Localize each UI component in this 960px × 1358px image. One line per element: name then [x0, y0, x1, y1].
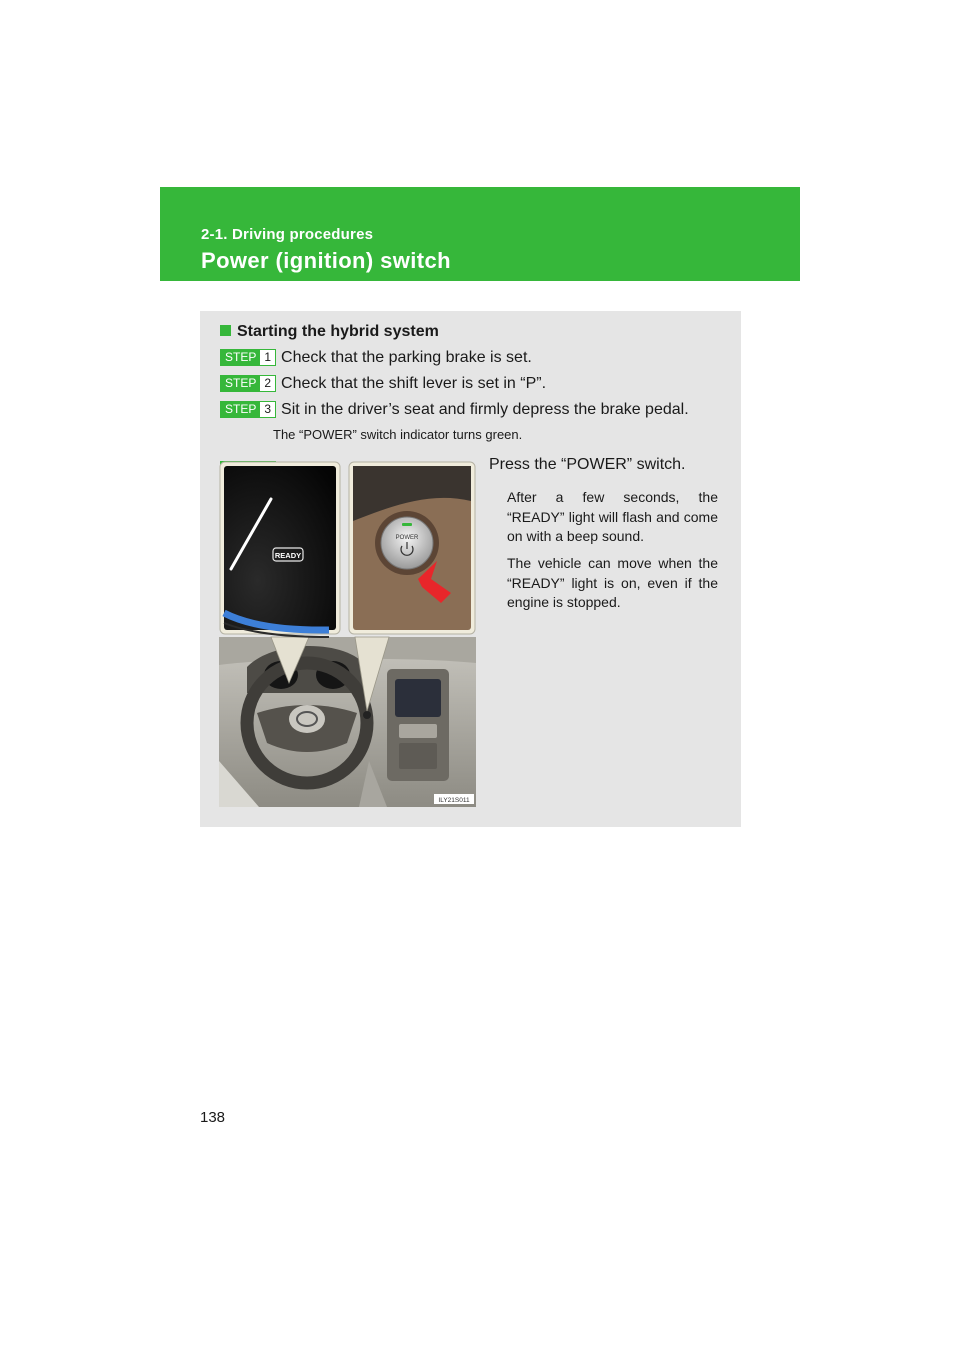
- step-3-note: The “POWER” switch indicator turns green.: [273, 427, 523, 442]
- page-title: Power (ignition) switch: [201, 248, 451, 273]
- section-label: 2-1. Driving procedures: [201, 226, 374, 243]
- figure-code: ILY21S011: [438, 797, 470, 804]
- green-indicator-icon: [402, 523, 412, 526]
- step-badge-word: STEP: [221, 402, 260, 417]
- page-header: [160, 187, 800, 281]
- step-badge-number: 1: [260, 350, 275, 365]
- square-bullet-icon: [220, 325, 231, 336]
- step-badge-number: 2: [260, 376, 275, 391]
- step-text: Check that the parking brake is set.: [281, 349, 532, 366]
- power-button-label: POWER: [395, 535, 419, 541]
- step-text: Check that the shift lever is set in “P”.: [281, 375, 547, 392]
- step-4-note-1: After a few seconds, the “READY” light will flash and come on with a beep sound.: [507, 489, 718, 544]
- ready-indicator-label: READY: [274, 551, 302, 560]
- step-4-text: Press the “POWER” switch.: [489, 456, 686, 473]
- step-badge: [220, 375, 276, 392]
- step-badge: [220, 349, 276, 366]
- subheading: [220, 323, 439, 341]
- step-1: [220, 349, 532, 367]
- step-badge-word: STEP: [221, 376, 260, 391]
- step-text: Sit in the driver’s seat and firmly depress the brake pedal.: [281, 401, 689, 418]
- subheading-text: Starting the hybrid system: [237, 323, 439, 340]
- dashboard-illustration: [219, 461, 476, 807]
- step-badge: [220, 401, 276, 418]
- step-badge-number: 3: [260, 402, 275, 417]
- step-4-note-2: The vehicle can move when the “READY” light is on, even if the engine is stopped.: [507, 555, 718, 610]
- step-badge-word: STEP: [221, 350, 260, 365]
- step-3: [220, 401, 689, 419]
- page-number: 138: [200, 1109, 226, 1126]
- step-2: [220, 375, 546, 393]
